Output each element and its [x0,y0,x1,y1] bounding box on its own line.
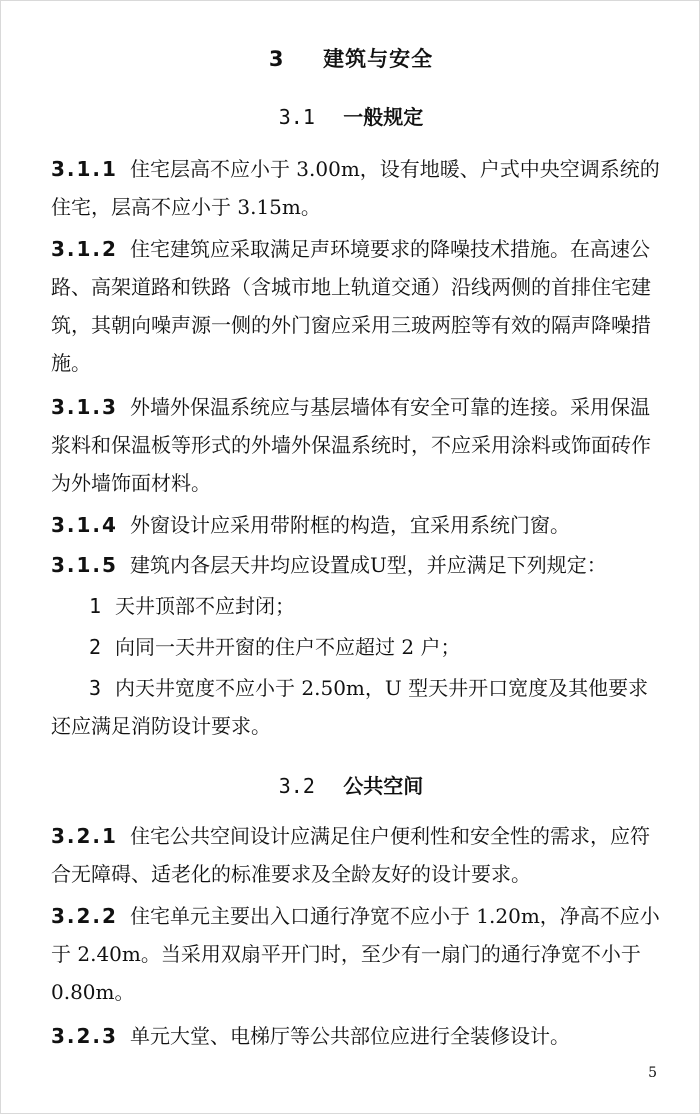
clause-number: 3.1.2 [51,237,118,261]
clause-text: 住宅公共空间设计应满足住户便利性和安全性的需求，应符合无障碍、适老化的标准要求及全龄友好的设计要求。 [51,824,650,886]
chapter-number: 3 [268,47,285,71]
item-text: 内天井宽度不应小于 2.50m，U 型天井开口宽度及其他要求还应满足消防设计要求。 [51,676,649,738]
section-number: 3.1 [278,105,315,129]
clause-number: 3.1.3 [51,395,118,419]
item-number: 3 [89,676,102,700]
clause-number: 3.2.3 [51,1024,118,1048]
section-number: 3.2 [278,774,315,798]
section-title [1,101,700,130]
clause-text: 住宅层高不应小于 3.00m，设有地暖、户式中央空调系统的住宅，层高不应小于 3.15m。 [51,157,660,219]
clause [51,506,663,544]
list-item [51,587,663,625]
clause [51,230,663,382]
clause-number: 3.1.5 [51,553,118,577]
clause [51,150,663,226]
clause-text: 外墙外保温系统应与基层墙体有安全可靠的连接。采用保温浆料和保温板等形式的外墙外保温系统时，不应采用涂料或饰面砖作为外墙饰面材料。 [51,395,651,495]
clause [51,388,663,502]
clause [51,897,663,1011]
section-title-text: 公共空间 [343,774,424,798]
clause-text: 外窗设计应采用带附框的构造，宜采用系统门窗。 [129,513,570,537]
clause [51,546,663,584]
clause-text: 单元大堂、电梯厅等公共部位应进行全装修设计。 [129,1024,570,1048]
item-text: 天井顶部不应封闭； [115,594,296,618]
clause [51,1017,663,1055]
section-title [1,770,700,799]
page-number: 5 [648,1065,657,1081]
clause-number: 3.1.1 [51,157,118,181]
chapter-title-text: 建筑与安全 [323,47,434,71]
chapter-title [1,43,700,73]
clause-text: 住宅单元主要出入口通行净宽不应小于 1.20m，净高不应小于 2.40m。当采用双扇平开门时，至少有一扇门的通行净宽不小于 0.80m。 [51,904,660,1004]
item-text: 向同一天井开窗的住户不应超过 2 户； [115,635,461,659]
clause [51,817,663,893]
list-item [51,669,663,745]
clause-text: 住宅建筑应采取满足声环境要求的降噪技术措施。在高速公路、高架道路和铁路（含城市地上轨道交通）沿线两侧的首排住宅建筑，其朝向噪声源一侧的外门窗应采用三玻两腔等有效的隔声降噪措施。 [51,237,651,375]
section-title-text: 一般规定 [343,105,424,129]
item-number: 2 [89,635,102,659]
list-item [51,628,663,666]
clause-number: 3.2.2 [51,904,118,928]
clause-number: 3.1.4 [51,513,118,537]
item-number: 1 [89,594,102,618]
clause-number: 3.2.1 [51,824,118,848]
clause-text: 建筑内各层天井均应设置成U型，并应满足下列规定： [129,553,607,577]
